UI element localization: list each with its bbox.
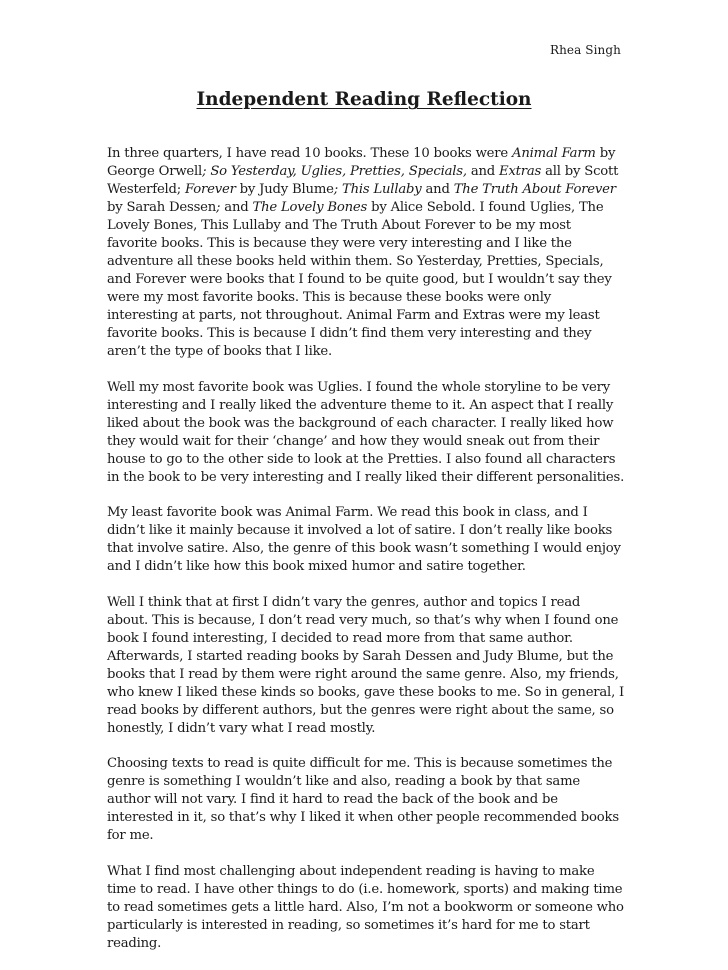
paragraph-challenges	[107, 863, 625, 953]
text-run: by Alice Sebold. I found Uglies, The Lovely Bones, This Lullaby and The Truth About Forever to be my most favorite books. This is because they were very interesting and I like the adventure all these books held within them. So Yesterday, Pretties, Specials, and Forever were books that I found to be quite good, but I wouldn’t say they were my most favorite books. This is because these books were only interesting at parts, not throughout. Animal Farm and Extras were my least favorite books. This is because I didn’t find them very interesting and they aren’t the type of books that I like.	[107, 200, 612, 359]
text-run: and	[224, 200, 253, 215]
italic-title-run: Extras	[499, 164, 542, 179]
text-run: Well my most favorite book was Uglies. I found the whole storyline to be very interesting and I really liked the adventure theme to it. An aspect that I really liked about the book was the background of each character. I really liked how they would wait for their ‘change’ and how they would sneak out from their house to go to the other side to look at the Pretties. I also found all characters in the book to be very interesting and I really liked their different personalities.	[107, 379, 625, 485]
paragraph-books-read	[107, 145, 625, 361]
paragraph-favorite-book	[107, 379, 625, 487]
italic-title-run: Forever	[185, 182, 236, 197]
text-run: all by Scott Westerfeld;	[107, 164, 619, 197]
author-name: Rhea Singh	[549, 43, 621, 57]
text-run: by George Orwell	[107, 146, 616, 179]
italic-title-run: ;	[216, 200, 225, 215]
text-run: and	[466, 164, 500, 179]
text-run: and	[421, 182, 454, 197]
italic-title-run: ; This Lullaby	[333, 182, 422, 197]
paragraph-genre-variety	[107, 594, 625, 738]
text-run: by Judy Blume	[235, 182, 334, 197]
text-run: In three quarters, I have read 10 books. These 10 books were	[107, 146, 512, 161]
text-run: Choosing texts to read is quite difficult for me. This is because sometimes the genre is something I wouldn’t like and also, reading a book by that same author will not vary. I find it hard to read the back of the book and be interested in it, so that’s why I liked it when other people recommended books for me.	[107, 756, 619, 843]
italic-title-run: ; So Yesterday, Uglies, Pretties, Specials,	[202, 164, 467, 179]
text-run: What I find most challenging about independent reading is having to make time to read. I have other things to do (i.e. homework, sports) and making time to read sometimes gets a little hard. Also, I’m not a bookworm or someone who particularly is interested in reading, so sometimes it’s hard for me to start reading.	[107, 863, 624, 951]
italic-title-run: Animal Farm	[512, 146, 596, 161]
italic-title-run: The Truth About Forever	[453, 182, 616, 197]
document-body	[107, 145, 625, 970]
italic-title-run: The Lovely Bones	[252, 200, 368, 215]
paragraph-choosing-texts	[107, 755, 625, 845]
document-title: Independent Reading Reflection	[196, 89, 532, 110]
paragraph-least-favorite-book	[107, 504, 625, 576]
text-run: My least favorite book was Animal Farm. We read this book in class, and I didn’t like it mainly because it involved a lot of satire. I don’t really like books that involve satire. Also, the genre of this book wasn’t something I would enjoy and I didn’t like how this book mixed humor and satire together.	[107, 505, 621, 574]
text-run: by Sarah Dessen	[107, 200, 217, 215]
text-run: Well I think that at first I didn’t vary the genres, author and topics I read about. This is because, I don’t read very much, so that’s why when I found one book I found interesting, I decided to read more from that same author. Afterwards, I started reading books by Sarah Dessen and Judy Blume, but the books that I read by them were right around the same genre. Also, my friends, who knew I liked these kinds so books, gave these books to me. So in general, I read books by different authors, but the genres were right about the same, so honestly, I didn’t vary what I read mostly.	[107, 594, 625, 736]
